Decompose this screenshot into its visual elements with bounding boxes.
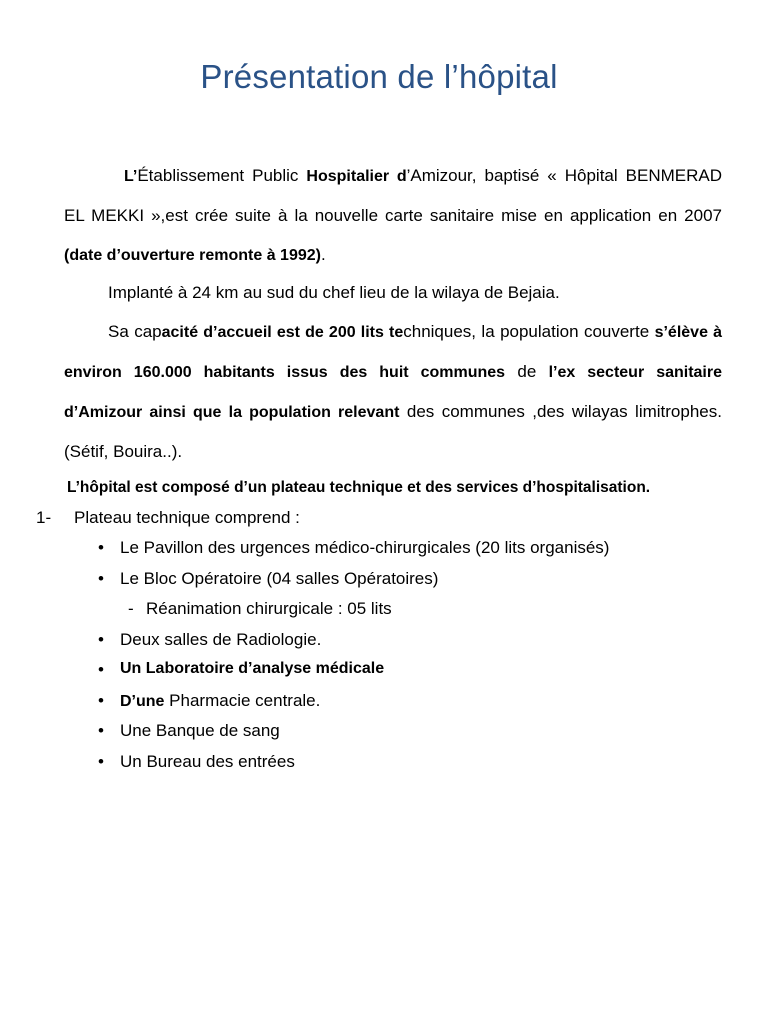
paragraph-capacity-part: acité d’accueil est de 200 lits te <box>161 324 404 341</box>
list-item <box>0 690 768 721</box>
bullet-icon: • <box>98 751 104 771</box>
list-item-text <box>120 691 320 711</box>
paragraph-intro-part: . <box>320 245 326 264</box>
bullet-icon: • <box>98 721 104 740</box>
section-heading <box>36 508 300 528</box>
paragraph-intro <box>64 156 722 275</box>
paragraph-intro-part: ’Amizour, baptisé « Hôpital BENMERAD EL MEKKI »,est crée suite à la nouvelle carte sanitaire mise en application en 2007 <box>64 166 722 225</box>
paragraph-intro-part: (date d’ouverture remonte à 1992) <box>64 247 321 264</box>
paragraph-intro-part: L’ <box>124 168 138 185</box>
list-item <box>0 720 768 751</box>
list-item <box>0 537 768 568</box>
list-item <box>0 659 768 690</box>
list-item-text: Réanimation chirurgicale : 05 lits <box>146 599 392 618</box>
paragraph-capacity-part: Sa cap <box>108 322 162 341</box>
paragraph-intro-part: H <box>306 168 318 185</box>
list-item-bold-part: D’une <box>120 692 165 710</box>
paragraph-intro-part: ospitalier d <box>317 168 407 185</box>
paragraph-capacity-part: s’élève à environ 160.000 habitants issus des huit communes <box>64 324 722 381</box>
paragraph-capacity-part: l’ex secteur sanitaire d’Amizour ainsi que la population relevant <box>64 364 723 421</box>
list-item-text: Deux salles de Radiologie. <box>120 629 322 649</box>
paragraph-capacity-part: des communes ,des wilayas limitrophes.(Sétif, Bouira..). <box>64 402 722 461</box>
composition-statement: L’hôpital est composé d’un plateau technique et des services d’hospitalisation. <box>67 479 651 496</box>
bullet-icon: • <box>98 538 104 557</box>
dash-icon: - <box>128 599 134 618</box>
paragraph-capacity-part: chniques, la population couverte <box>403 322 655 341</box>
page-title: Présentation de l’hôpital <box>200 58 558 95</box>
list-item-text: Le Bloc Opératoire (04 salles Opératoires) <box>120 568 439 588</box>
bullet-icon: • <box>98 690 104 710</box>
list-item-regular-part: Pharmacie centrale. <box>164 690 321 710</box>
paragraph-intro-part: Établissement Public <box>137 166 307 185</box>
sub-list-item <box>0 598 768 629</box>
section-number: 1- <box>36 508 52 527</box>
list-item-text: Le Pavillon des urgences médico-chirurgicales (20 lits organisés) <box>120 538 610 557</box>
paragraph-capacity <box>64 312 722 471</box>
list-item-text: Une Banque de sang <box>120 721 280 740</box>
bullet-icon: • <box>98 568 104 588</box>
bullet-icon: • <box>98 660 104 679</box>
list-item <box>0 629 768 660</box>
list-item-text: Un Laboratoire d’analyse médicale <box>120 660 385 677</box>
section-heading-text: Plateau technique comprend : <box>74 508 300 527</box>
list-item <box>0 568 768 599</box>
paragraph-capacity-part: de <box>505 362 549 381</box>
list-item-text: Un Bureau des entrées <box>120 751 295 771</box>
bullet-icon: • <box>98 629 104 649</box>
paragraph-location: Implanté à 24 km au sud du chef lieu de la wilaya de Bejaia. <box>108 283 560 302</box>
list-item <box>0 751 768 782</box>
technical-platform-list <box>0 537 768 781</box>
